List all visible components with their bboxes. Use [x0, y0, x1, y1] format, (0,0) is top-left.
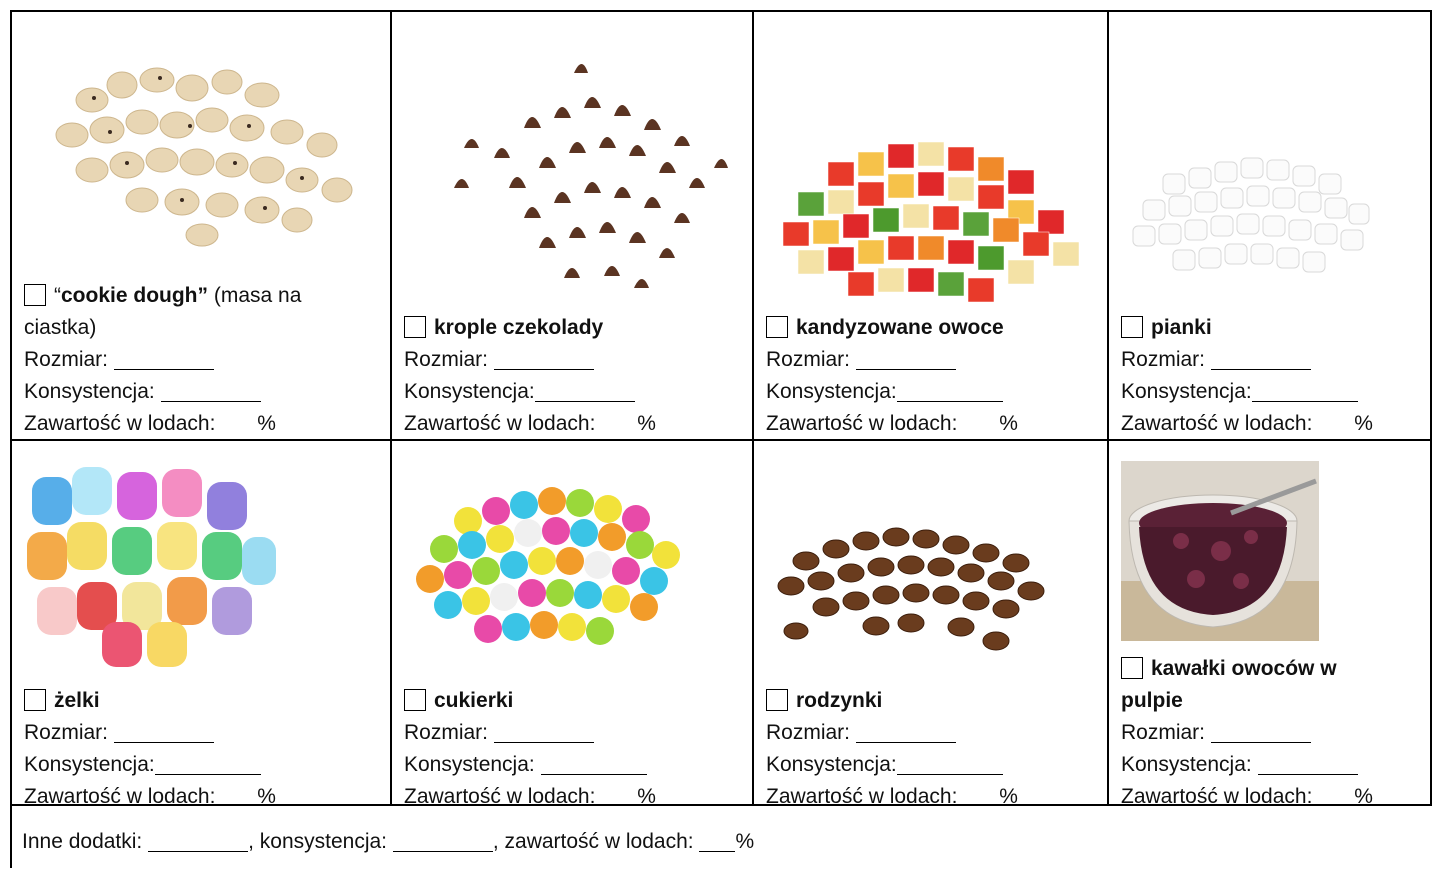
cookie-dough-image [32, 40, 372, 250]
size-blank[interactable] [494, 349, 594, 370]
size-field [404, 344, 594, 376]
size-blank[interactable] [114, 722, 214, 743]
topping-cell [12, 441, 390, 804]
topping-name: żelki [54, 689, 100, 712]
topping-cell [754, 12, 1107, 439]
other-content-blank[interactable] [699, 831, 735, 852]
topping-name: kawałki owoców w [1151, 657, 1337, 680]
consistency-label: Konsystencja: [24, 753, 155, 776]
checkbox[interactable] [766, 316, 788, 338]
percent-sign: % [735, 830, 755, 853]
size-label: Rozmiar: [1121, 348, 1206, 371]
topping-label [766, 312, 1004, 344]
content-label: Zawartość w lodach: [24, 412, 216, 435]
content-field [404, 781, 656, 804]
size-field [24, 717, 214, 749]
checkbox[interactable] [404, 316, 426, 338]
topping-name: krople czekolady [434, 316, 604, 339]
topping-cell [392, 12, 752, 439]
checkbox[interactable] [1121, 657, 1143, 679]
checkbox[interactable] [1121, 316, 1143, 338]
content-blank[interactable]: % [1318, 408, 1373, 439]
content-blank[interactable]: % [221, 408, 276, 439]
checkbox[interactable] [766, 689, 788, 711]
other-consistency-label: , konsystencja: [248, 830, 388, 853]
consistency-field [1121, 749, 1358, 781]
topping-cell [392, 441, 752, 804]
checkbox[interactable] [404, 689, 426, 711]
size-blank[interactable] [1211, 722, 1311, 743]
size-blank[interactable] [494, 722, 594, 743]
content-blank[interactable]: % [1318, 781, 1373, 804]
consistency-label: Konsystencja: [404, 380, 535, 403]
consistency-field [404, 376, 635, 408]
topping-label [1121, 653, 1337, 685]
other-toppings-blank[interactable] [148, 831, 248, 852]
quote-mark: “ [54, 284, 61, 307]
topping-note: ciastka) [24, 316, 97, 339]
table-border-right [1430, 10, 1432, 804]
consistency-field [24, 749, 261, 781]
size-field [1121, 717, 1311, 749]
consistency-blank[interactable] [1258, 754, 1358, 775]
candied-fruit-image [768, 122, 1093, 312]
topping-label [1121, 312, 1212, 344]
other-consistency-blank[interactable] [393, 831, 493, 852]
topping-name: cookie dough” [61, 284, 208, 307]
topping-cell [1109, 12, 1430, 439]
size-label: Rozmiar: [1121, 721, 1206, 744]
consistency-label: Konsystencja: [1121, 380, 1252, 403]
content-field [1121, 408, 1373, 439]
raisins-image [766, 501, 1061, 661]
consistency-label: Konsystencja: [766, 753, 897, 776]
content-blank[interactable]: % [963, 408, 1018, 439]
content-field [404, 408, 656, 439]
size-label: Rozmiar: [766, 721, 851, 744]
consistency-label: Konsystencja: [24, 380, 155, 403]
size-field [766, 717, 956, 749]
other-toppings-label: Inne dodatki: [22, 830, 143, 853]
marshmallows-image [1123, 144, 1373, 284]
topping-cell [12, 12, 390, 439]
topping-label [24, 685, 100, 717]
other-content-label: , zawartość w lodach: [492, 830, 694, 853]
fruit-pulp-image [1121, 461, 1319, 641]
size-label: Rozmiar: [766, 348, 851, 371]
content-blank[interactable]: % [221, 781, 276, 804]
toppings-table [10, 10, 1432, 868]
consistency-blank[interactable] [161, 381, 261, 402]
checkbox[interactable] [24, 284, 46, 306]
content-field [24, 781, 276, 804]
size-field [24, 344, 214, 376]
consistency-label: Konsystencja: [404, 753, 535, 776]
content-field [24, 408, 276, 439]
content-label: Zawartość w lodach: [404, 785, 596, 804]
consistency-blank[interactable] [535, 381, 635, 402]
size-blank[interactable] [114, 349, 214, 370]
consistency-blank[interactable] [541, 754, 647, 775]
chocolate-chips-image [414, 38, 744, 313]
content-label: Zawartość w lodach: [24, 785, 216, 804]
topping-label [24, 280, 301, 312]
size-blank[interactable] [856, 349, 956, 370]
topping-note: (masa na [208, 284, 302, 307]
topping-name: rodzynki [796, 689, 883, 712]
consistency-blank[interactable] [897, 381, 1003, 402]
content-blank[interactable]: % [601, 408, 656, 439]
topping-name-line2: pulpie [1121, 689, 1183, 712]
topping-label [404, 312, 603, 344]
content-label: Zawartość w lodach: [766, 412, 958, 435]
topping-name: pianki [1151, 316, 1212, 339]
consistency-label: Konsystencja: [1121, 753, 1252, 776]
topping-name: kandyzowane owoce [796, 316, 1004, 339]
size-label: Rozmiar: [24, 721, 109, 744]
content-label: Zawartość w lodach: [404, 412, 596, 435]
topping-name: cukierki [434, 689, 514, 712]
gummy-bears-image [22, 457, 277, 672]
content-field [766, 408, 1018, 439]
consistency-field [404, 749, 647, 781]
size-label: Rozmiar: [404, 348, 489, 371]
consistency-blank[interactable] [1252, 381, 1358, 402]
size-label: Rozmiar: [24, 348, 109, 371]
topping-label [404, 685, 513, 717]
consistency-blank[interactable] [155, 754, 261, 775]
topping-cell [1109, 441, 1430, 804]
consistency-label: Konsystencja: [766, 380, 897, 403]
size-field [766, 344, 956, 376]
consistency-field [24, 376, 261, 408]
row-divider [10, 804, 1432, 806]
gumballs-image [408, 471, 688, 656]
consistency-field [1121, 376, 1358, 408]
size-field [1121, 344, 1311, 376]
size-label: Rozmiar: [404, 721, 489, 744]
content-blank[interactable]: % [601, 781, 656, 804]
topping-cell [754, 441, 1107, 804]
consistency-blank[interactable] [897, 754, 1003, 775]
checkbox[interactable] [24, 689, 46, 711]
topping-label [766, 685, 882, 717]
size-blank[interactable] [1211, 349, 1311, 370]
size-field [404, 717, 594, 749]
other-toppings-row [22, 830, 754, 854]
content-field [766, 781, 1018, 804]
content-label: Zawartość w lodach: [1121, 412, 1313, 435]
content-label: Zawartość w lodach: [1121, 785, 1313, 804]
consistency-field [766, 376, 1003, 408]
content-blank[interactable]: % [963, 781, 1018, 804]
consistency-field [766, 749, 1003, 781]
content-field [1121, 781, 1373, 804]
content-label: Zawartość w lodach: [766, 785, 958, 804]
size-blank[interactable] [856, 722, 956, 743]
